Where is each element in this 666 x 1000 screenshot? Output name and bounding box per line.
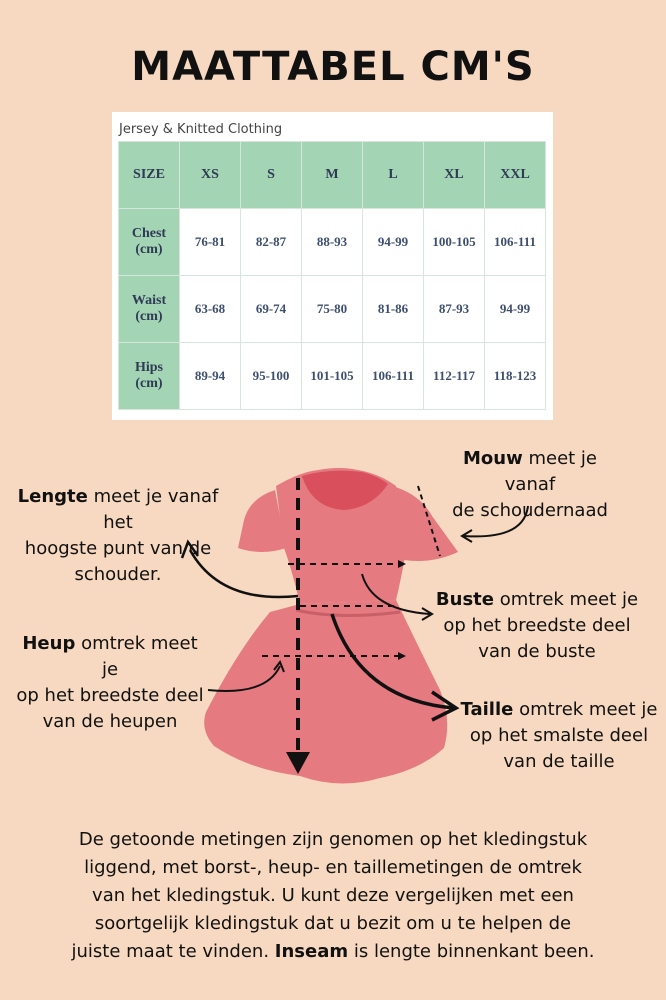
table-cell: 106-111: [363, 343, 424, 410]
header-size: SIZE: [119, 142, 180, 209]
header-l: L: [363, 142, 424, 209]
table-header-row: [119, 142, 546, 209]
table-row: [119, 209, 546, 276]
table-cell: 89-94: [180, 343, 241, 410]
header-xxl: XXL: [485, 142, 546, 209]
annotation-taille: Taille omtrek meet je op het smalste deel van de taille: [460, 699, 658, 772]
annotation-heup: Heup omtrek meet je op het breedste deel van de heupen: [16, 633, 204, 732]
row-label-hips: Hips (cm): [119, 343, 180, 410]
footer-note: De getoonde metingen zijn genomen op het kledingstuk liggend, met borst-, heup- en taillemetingen de omtrek van het kledingstuk. U kunt deze vergelijken met een soortgelijk kledingstuk dat u bezit om u te helpen de juiste maat te vinden. Inseam is lengte binnenkant been.: [71, 829, 595, 962]
table-cell: 63-68: [180, 276, 241, 343]
table-cell: 106-111: [485, 209, 546, 276]
table-cell: 112-117: [424, 343, 485, 410]
table-cell: 82-87: [241, 209, 302, 276]
table-row: [119, 343, 546, 410]
page-title: MAATTABEL CM'S: [131, 44, 535, 90]
annotation-buste: Buste omtrek meet je op het breedste deel van de buste: [435, 589, 639, 662]
table-cell: 88-93: [302, 209, 363, 276]
dress-skirt: [204, 600, 447, 784]
table-cell: 118-123: [485, 343, 546, 410]
header-s: S: [241, 142, 302, 209]
annotation-lengte: Lengte meet je vanaf het hoogste punt van de schouder.: [17, 486, 219, 585]
header-xs: XS: [180, 142, 241, 209]
row-label-chest: Chest (cm): [119, 209, 180, 276]
header-xl: XL: [424, 142, 485, 209]
table-cell: 94-99: [363, 209, 424, 276]
annotation-mouw: Mouw meet je vanaf de schoudernaad: [452, 448, 608, 521]
table-cell: 87-93: [424, 276, 485, 343]
table-cell: 69-74: [241, 276, 302, 343]
table-cell: 75-80: [302, 276, 363, 343]
table-cell: 81-86: [363, 276, 424, 343]
row-label-waist: Waist (cm): [119, 276, 180, 343]
header-m: M: [302, 142, 363, 209]
table-cell: 76-81: [180, 209, 241, 276]
size-table-card: [112, 112, 553, 420]
table-cell: 101-105: [302, 343, 363, 410]
size-table: [118, 141, 546, 410]
table-cell: 100-105: [424, 209, 485, 276]
table-caption: Jersey & Knitted Clothing: [119, 122, 283, 137]
table-cell: 95-100: [241, 343, 302, 410]
table-cell: 94-99: [485, 276, 546, 343]
table-row: [119, 276, 546, 343]
